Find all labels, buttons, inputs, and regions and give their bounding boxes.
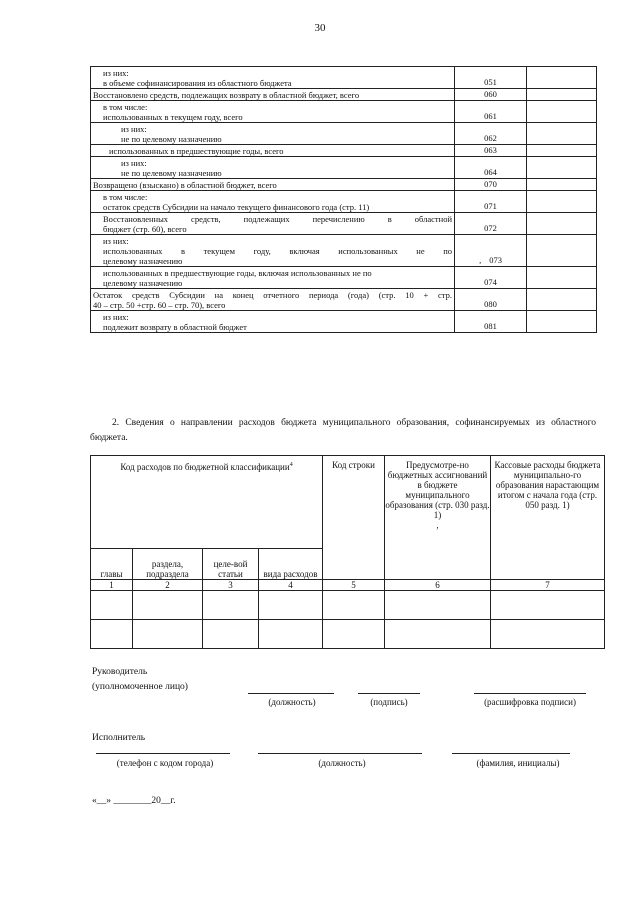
subheader-vida: вида расходов	[259, 549, 323, 580]
row-code: 072	[455, 213, 527, 235]
table-row	[91, 157, 597, 179]
row-label: подлежит возврату в областной бюджет	[103, 322, 247, 332]
col-number: 3	[203, 580, 259, 591]
table-row	[91, 213, 597, 235]
col-number: 2	[133, 580, 203, 591]
value-cell	[527, 179, 597, 191]
row-label: из них:	[103, 312, 129, 322]
value-cell	[527, 235, 597, 267]
section-2-heading: 2. Сведения о направлении расходов бюджета муниципального образования, софинансируемых из областного бюджета.	[90, 418, 596, 443]
position-caption: (должность)	[268, 697, 316, 707]
value-cell	[527, 145, 597, 157]
phone-line	[96, 753, 230, 754]
table-row	[91, 179, 597, 191]
table-row	[91, 311, 597, 333]
row-label: в том числе:	[103, 192, 148, 202]
row-label: Остаток средств Субсидии на конец отчетного периода (года) (стр. 10 + стр.	[93, 290, 452, 300]
col-number: 5	[323, 580, 385, 591]
head-sublabel: (уполномоченное лицо)	[92, 682, 188, 692]
row-label: из них:	[121, 158, 147, 168]
table-row	[91, 123, 597, 145]
row-code: 062	[455, 123, 527, 145]
row-code: 070	[455, 179, 527, 191]
row-label: остаток средств Субсидии на начало текущего финансового года (стр. 11)	[103, 202, 370, 212]
row-code: 061	[455, 101, 527, 123]
table-row	[91, 620, 605, 649]
expenses-table	[90, 455, 605, 649]
col-number: 1	[91, 580, 133, 591]
col-number: 4	[259, 580, 323, 591]
row-label: использованных в предшествующие годы, включая использованных не по	[103, 268, 372, 278]
header-row-code: Код строки	[323, 456, 385, 580]
row-code: 081	[455, 311, 527, 333]
header-planned: Предусмотре-но бюджетных ассигнований в бюджете муниципального образования (стр. 030 разд. 1) ,	[385, 456, 491, 580]
row-label: бюджет (стр. 60), всего	[103, 224, 187, 234]
row-label: 40 – стр. 50 +стр. 60 – стр. 70), всего	[93, 300, 226, 310]
row-label: в том числе:	[103, 102, 148, 112]
report-table	[90, 66, 597, 333]
row-label: Восстановленных средств, подлежащих перечислению в областной	[103, 214, 452, 224]
row-label: Возвращено (взыскано) в областной бюджет, всего	[91, 179, 455, 191]
row-label: из них:	[103, 236, 129, 246]
row-code: 064	[455, 157, 527, 179]
table-row	[91, 591, 605, 620]
row-label: использованных в предшествующие годы, всего	[109, 146, 284, 156]
value-cell	[527, 157, 597, 179]
name-caption: (фамилия, инициалы)	[476, 758, 560, 768]
table-row	[91, 67, 597, 89]
table-row	[91, 89, 597, 101]
signature-caption: (подпись)	[370, 697, 408, 707]
row-label: целевому назначению	[103, 256, 183, 266]
subheader-statyi: целе-вой статьи	[203, 549, 259, 580]
row-label: в объеме софинансирования из областного бюджета	[103, 78, 292, 88]
table-row	[91, 191, 597, 213]
value-cell	[527, 123, 597, 145]
value-cell	[527, 311, 597, 333]
row-mark: ,	[479, 255, 482, 265]
col-number: 7	[491, 580, 605, 591]
value-cell	[527, 191, 597, 213]
table-row	[91, 580, 605, 591]
row-code: 080	[455, 289, 527, 311]
row-code: 071	[455, 191, 527, 213]
position2-line	[258, 753, 422, 754]
subheader-glavy: главы	[91, 549, 133, 580]
decode-caption: (расшифровка подписи)	[484, 697, 576, 707]
row-label: не по целевому назначению	[121, 134, 222, 144]
value-cell	[527, 67, 597, 89]
decode-line	[474, 693, 586, 694]
value-cell	[527, 267, 597, 289]
value-cell	[527, 213, 597, 235]
date-line: «__» ________20__г.	[92, 796, 176, 806]
table-row	[91, 235, 597, 267]
row-code: 060	[455, 89, 527, 101]
value-cell	[527, 89, 597, 101]
row-code: 073	[489, 255, 502, 265]
col-number: 6	[385, 580, 491, 591]
row-code: 074	[455, 267, 527, 289]
subheader-razdela: раздела, подраздела	[133, 549, 203, 580]
signature-line	[358, 693, 420, 694]
value-cell	[527, 289, 597, 311]
row-label: не по целевому назначению	[121, 168, 222, 178]
executor-label: Исполнитель	[92, 733, 146, 743]
header-budget-classification: Код расходов по бюджетной классификации$^4$	[91, 456, 323, 549]
table-row	[91, 267, 597, 289]
row-label: целевому назначению	[103, 278, 183, 288]
header-cash-expenses: Кассовые расходы бюджета муниципально-го образования нарастающим итогом с начала года (стр. 050 разд. 1)	[491, 456, 605, 580]
phone-caption: (телефон с кодом города)	[116, 758, 214, 768]
table-row	[91, 289, 597, 311]
head-label: Руководитель	[92, 667, 148, 677]
name-line	[452, 753, 570, 754]
row-label: Восстановлено средств, подлежащих возврату в областной бюджет, всего	[91, 89, 455, 101]
value-cell	[527, 101, 597, 123]
row-label: из них:	[103, 68, 129, 78]
table-row	[91, 101, 597, 123]
page-number: 30	[314, 22, 326, 34]
position-line	[248, 693, 334, 694]
row-code: 063	[455, 145, 527, 157]
row-code: 051	[455, 67, 527, 89]
table-row	[91, 145, 597, 157]
row-label: использованных в текущем году, всего	[103, 112, 243, 122]
row-label: из них:	[121, 124, 147, 134]
position2-caption: (должность)	[318, 758, 366, 768]
row-label: использованных в текущем году, включая использованных не по	[103, 246, 452, 256]
